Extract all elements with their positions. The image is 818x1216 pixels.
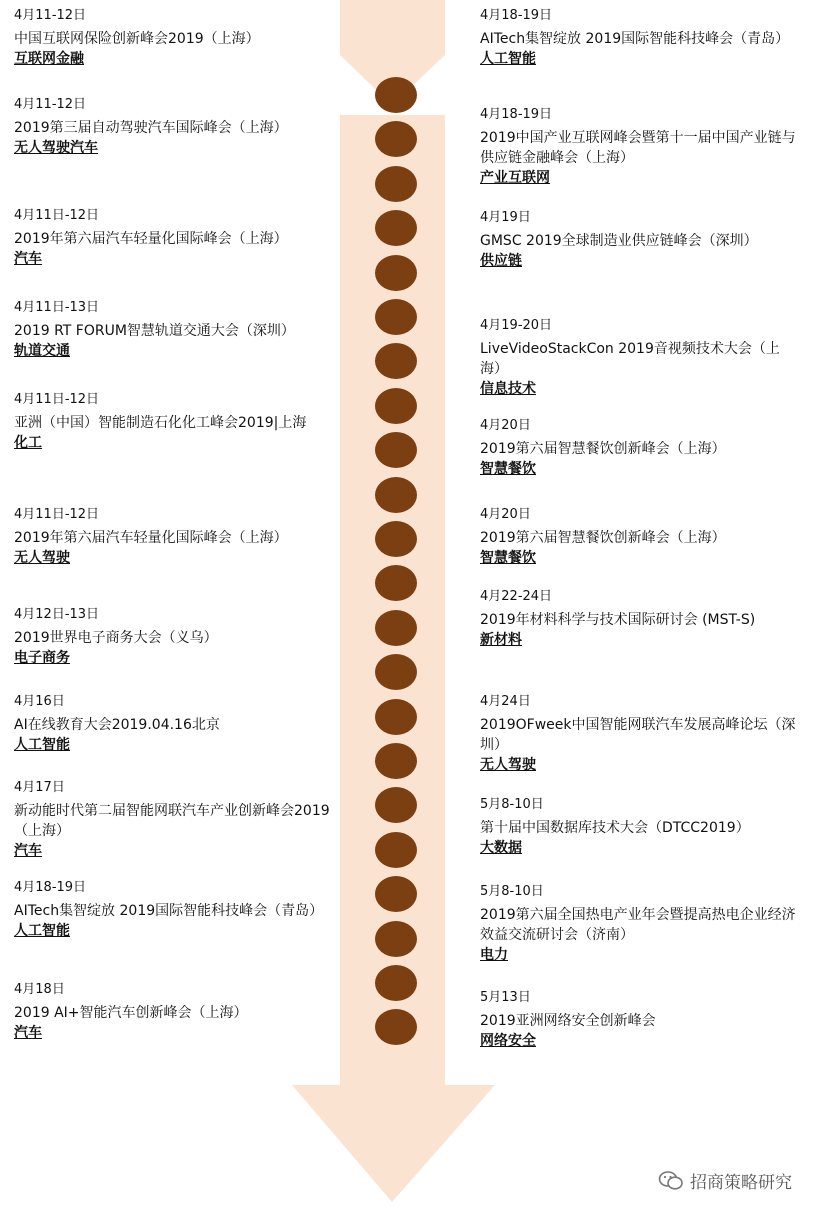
event-date: 5月8-10日 [480,884,544,899]
event-item [480,316,800,399]
watermark [658,1168,792,1193]
timeline-dot [375,921,417,957]
wechat-icon [658,1170,684,1192]
event-item [480,105,800,188]
event-date: 4月11-12日 [14,8,87,23]
event-tag: 电子商务 [14,650,70,666]
event-date: 4月18-19日 [480,8,553,23]
event-item [480,505,800,568]
event-title: 2019第六届智慧餐饮创新峰会（上海） [480,530,726,546]
timeline-dot [375,477,417,513]
timeline-dot [375,876,417,912]
event-title: GMSC 2019全球制造业供应链峰会（深圳） [480,233,758,249]
timeline-dot [375,299,417,335]
event-title: LiveVideoStackCon 2019音视频技术大会（上海） [480,341,780,377]
event-tag: 网络安全 [480,1033,536,1049]
event-item [480,208,800,271]
event-date: 4月18-19日 [480,107,553,122]
event-tag: 汽车 [14,843,42,859]
event-item [14,778,332,861]
event-tag: 产业互联网 [480,170,550,186]
event-item [14,980,332,1043]
event-item [14,298,332,361]
event-tag: 无人驾驶汽车 [14,140,98,156]
timeline-dot [375,77,417,113]
event-item [14,206,332,269]
event-item [14,605,332,668]
event-title: 2019中国产业互联网峰会暨第十一届中国产业链与供应链金融峰会（上海） [480,130,796,166]
event-date: 4月11日-12日 [14,392,100,407]
event-item [14,878,332,941]
timeline-dot [375,832,417,868]
event-date: 4月20日 [480,507,531,522]
timeline-dot [375,388,417,424]
timeline-dot [375,521,417,557]
event-title: 2019 RT FORUM智慧轨道交通大会（深圳） [14,323,295,339]
event-item [14,692,332,755]
event-date: 5月13日 [480,990,531,1005]
event-tag: 汽车 [14,1025,42,1041]
event-item [480,416,800,479]
timeline-dot [375,210,417,246]
timeline-dot [375,255,417,291]
event-title: 第十届中国数据库技术大会（DTCC2019） [480,820,750,836]
event-title: 2019 AI+智能汽车创新峰会（上海） [14,1005,248,1021]
event-item [14,505,332,568]
event-date: 4月11日-12日 [14,507,100,522]
event-tag: 智慧餐饮 [480,550,536,566]
event-title: 亚洲（中国）智能制造石化化工峰会2019|上海 [14,415,307,431]
event-title: 2019OFweek中国智能网联汽车发展高峰论坛（深圳） [480,717,796,753]
event-item [480,587,800,650]
event-title: 2019第六届智慧餐饮创新峰会（上海） [480,441,726,457]
event-tag: 大数据 [480,840,522,856]
event-tag: 新材料 [480,632,522,648]
event-item [14,6,332,69]
event-date: 4月16日 [14,694,65,709]
timeline-dot [375,432,417,468]
watermark-text: 招商策略研究 [690,1173,792,1193]
event-tag: 人工智能 [14,923,70,939]
event-tag: 轨道交通 [14,343,70,359]
event-title: 新动能时代第二届智能网联汽车产业创新峰会2019（上海） [14,803,330,839]
event-tag: 供应链 [480,253,522,269]
event-date: 4月11日-13日 [14,300,100,315]
event-title: 2019年第六届汽车轻量化国际峰会（上海） [14,231,288,247]
event-date: 4月17日 [14,780,65,795]
event-date: 4月11日-12日 [14,208,100,223]
event-tag: 人工智能 [480,51,536,67]
event-title: AITech集智绽放 2019国际智能科技峰会（青岛） [480,31,790,47]
event-date: 5月8-10日 [480,797,544,812]
event-date: 4月11-12日 [14,97,87,112]
timeline-dot [375,610,417,646]
event-tag: 电力 [480,947,508,963]
event-tag: 互联网金融 [14,51,84,67]
timeline-dot [375,965,417,1001]
timeline-dot [375,166,417,202]
event-item [14,95,332,158]
event-date: 4月24日 [480,694,531,709]
timeline-dot [375,654,417,690]
event-tag: 无人驾驶 [14,550,70,566]
event-item [480,795,800,858]
event-date: 4月19日 [480,210,531,225]
event-item [480,6,800,69]
event-title: 2019第三届自动驾驶汽车国际峰会（上海） [14,120,288,136]
event-item [480,988,800,1051]
event-date: 4月20日 [480,418,531,433]
event-date: 4月19-20日 [480,318,553,333]
event-item [14,390,332,453]
event-title: AI在线教育大会2019.04.16北京 [14,717,220,733]
event-item [480,692,800,775]
timeline-dot [375,743,417,779]
event-item [480,882,800,965]
event-title: 2019年材料科学与技术国际研讨会 (MST-S) [480,612,756,628]
event-tag: 汽车 [14,251,42,267]
event-date: 4月22-24日 [480,589,553,604]
event-title: 中国互联网保险创新峰会2019（上海） [14,31,260,47]
event-title: 2019世界电子商务大会（义乌） [14,630,218,646]
event-tag: 无人驾驶 [480,757,536,773]
event-tag: 信息技术 [480,381,536,397]
event-date: 4月18日 [14,982,65,997]
event-title: 2019亚洲网络安全创新峰会 [480,1013,656,1029]
event-title: 2019第六届全国热电产业年会暨提高热电企业经济效益交流研讨会（济南） [480,907,796,943]
event-title: AITech集智绽放 2019国际智能科技峰会（青岛） [14,903,324,919]
event-date: 4月12日-13日 [14,607,100,622]
event-tag: 化工 [14,435,42,451]
timeline-dot [375,699,417,735]
event-tag: 智慧餐饮 [480,461,536,477]
event-tag: 人工智能 [14,737,70,753]
event-date: 4月18-19日 [14,880,87,895]
event-title: 2019年第六届汽车轻量化国际峰会（上海） [14,530,288,546]
